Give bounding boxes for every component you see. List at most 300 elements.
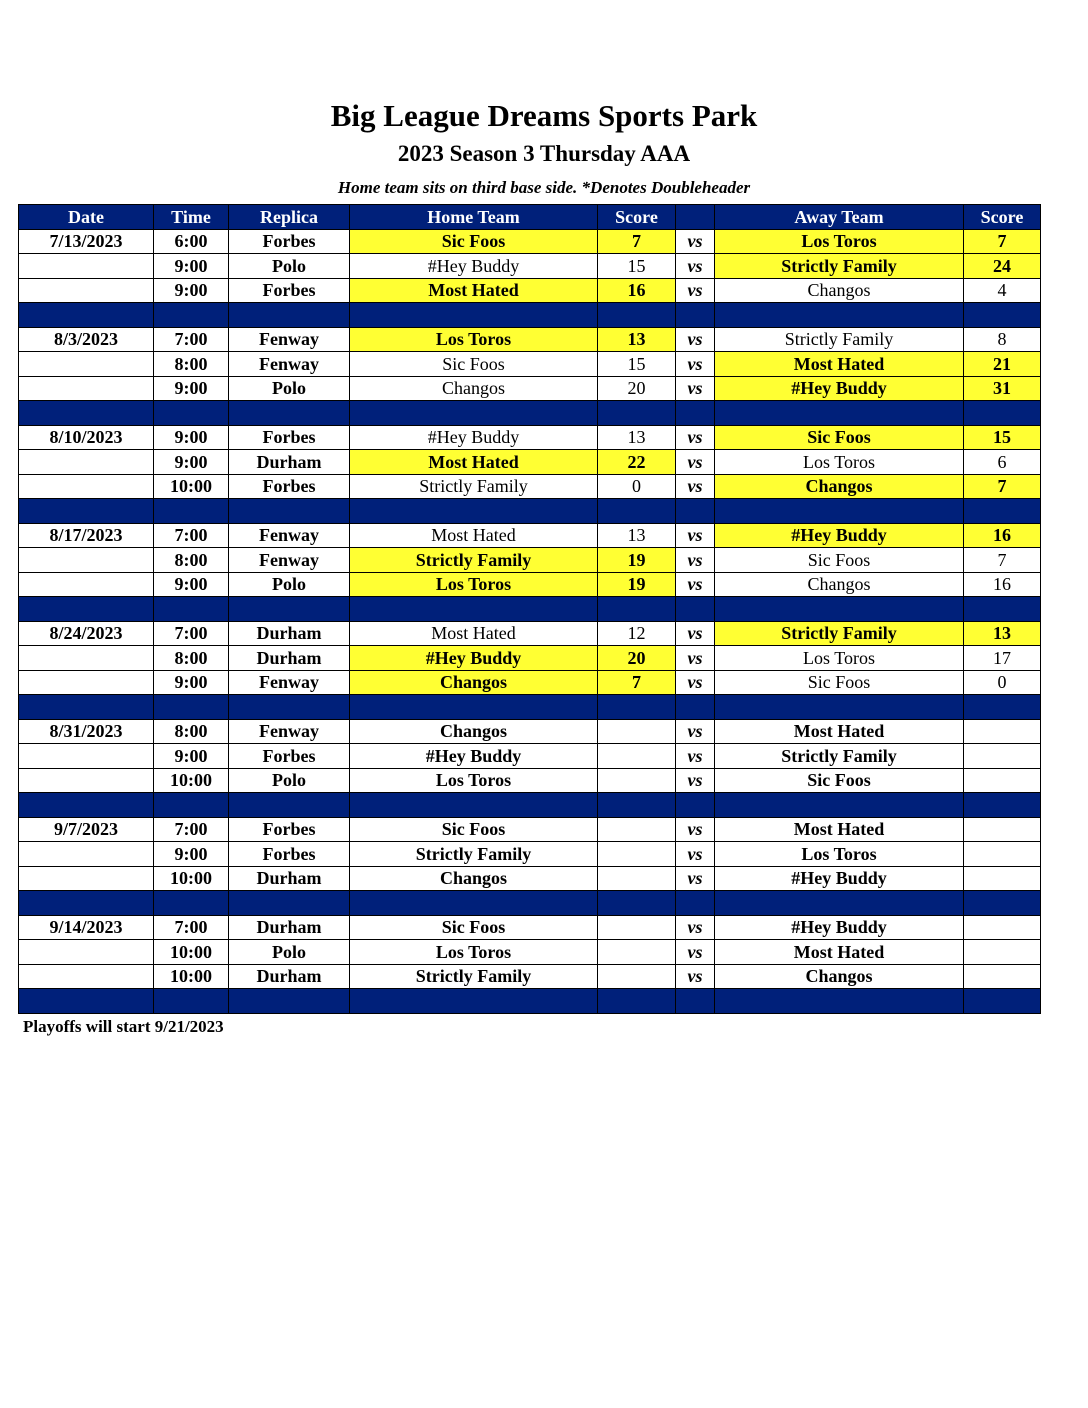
table-row <box>19 719 1041 744</box>
home-score-cell <box>598 915 676 940</box>
away-score-cell: 7 <box>964 548 1041 573</box>
separator-cell <box>229 695 350 720</box>
away-team-cell: Los Toros <box>715 842 964 867</box>
date-cell <box>19 278 154 303</box>
separator-cell <box>715 989 964 1014</box>
time-cell: 9:00 <box>154 278 229 303</box>
separator-cell <box>154 695 229 720</box>
home-score-cell <box>598 964 676 989</box>
date-cell <box>19 450 154 475</box>
home-team-cell: Strictly Family <box>350 474 598 499</box>
away-team-cell: Sic Foos <box>715 768 964 793</box>
home-score-cell: 7 <box>598 670 676 695</box>
date-cell <box>19 842 154 867</box>
away-score-cell: 15 <box>964 425 1041 450</box>
separator-cell <box>676 793 715 818</box>
home-team-cell: Strictly Family <box>350 548 598 573</box>
away-score-cell <box>964 768 1041 793</box>
home-score-cell: 12 <box>598 621 676 646</box>
home-score-cell: 20 <box>598 376 676 401</box>
home-team-cell: Strictly Family <box>350 842 598 867</box>
separator-cell <box>676 695 715 720</box>
away-score-cell: 7 <box>964 474 1041 499</box>
vs-cell: vs <box>676 744 715 769</box>
away-score-cell: 0 <box>964 670 1041 695</box>
date-cell <box>19 572 154 597</box>
table-row <box>19 376 1041 401</box>
separator-cell <box>676 989 715 1014</box>
separator-cell <box>964 597 1041 622</box>
separator-cell <box>154 891 229 916</box>
separator-cell <box>350 793 598 818</box>
date-cell <box>19 964 154 989</box>
separator-cell <box>154 499 229 524</box>
vs-cell: vs <box>676 719 715 744</box>
separator-cell <box>154 401 229 426</box>
separator-cell <box>350 401 598 426</box>
time-cell: 9:00 <box>154 376 229 401</box>
vs-cell: vs <box>676 229 715 254</box>
separator-cell <box>229 891 350 916</box>
home-score-cell <box>598 940 676 965</box>
date-cell <box>19 376 154 401</box>
separator-cell <box>154 793 229 818</box>
separator-cell <box>229 499 350 524</box>
separator-cell <box>229 989 350 1014</box>
away-team-cell: Changos <box>715 474 964 499</box>
playoffs-note: Playoffs will start 9/21/2023 <box>23 1017 224 1036</box>
vs-cell: vs <box>676 327 715 352</box>
separator-row <box>19 793 1041 818</box>
vs-cell: vs <box>676 621 715 646</box>
field-cell: Fenway <box>229 719 350 744</box>
table-row <box>19 229 1041 254</box>
home-team-cell: Sic Foos <box>350 229 598 254</box>
schedule-body <box>19 229 1041 1013</box>
separator-cell <box>964 401 1041 426</box>
table-header-row <box>19 205 1041 230</box>
separator-cell <box>715 401 964 426</box>
field-cell: Durham <box>229 964 350 989</box>
col-header-time: Time <box>154 205 229 230</box>
date-cell <box>19 352 154 377</box>
separator-row <box>19 695 1041 720</box>
separator-cell <box>19 597 154 622</box>
home-team-cell: #Hey Buddy <box>350 646 598 671</box>
home-score-cell: 7 <box>598 229 676 254</box>
separator-cell <box>154 989 229 1014</box>
separator-cell <box>229 401 350 426</box>
vs-cell: vs <box>676 425 715 450</box>
away-team-cell: Strictly Family <box>715 621 964 646</box>
separator-cell <box>676 401 715 426</box>
away-team-cell: Strictly Family <box>715 327 964 352</box>
field-cell: Forbes <box>229 278 350 303</box>
field-cell: Polo <box>229 572 350 597</box>
away-team-cell: #Hey Buddy <box>715 915 964 940</box>
away-score-cell: 13 <box>964 621 1041 646</box>
home-score-cell <box>598 719 676 744</box>
col-header-vs <box>676 205 715 230</box>
away-team-cell: Strictly Family <box>715 744 964 769</box>
home-team-cell: Sic Foos <box>350 817 598 842</box>
table-row <box>19 548 1041 573</box>
time-cell: 8:00 <box>154 548 229 573</box>
col-header-replica: Replica <box>229 205 350 230</box>
vs-cell: vs <box>676 523 715 548</box>
separator-cell <box>676 499 715 524</box>
separator-cell <box>598 401 676 426</box>
separator-cell <box>715 303 964 328</box>
table-row <box>19 278 1041 303</box>
home-score-cell <box>598 842 676 867</box>
table-row <box>19 621 1041 646</box>
away-score-cell <box>964 842 1041 867</box>
time-cell: 9:00 <box>154 670 229 695</box>
vs-cell: vs <box>676 278 715 303</box>
away-team-cell: #Hey Buddy <box>715 376 964 401</box>
away-score-cell: 17 <box>964 646 1041 671</box>
table-row <box>19 254 1041 279</box>
home-score-cell: 20 <box>598 646 676 671</box>
date-cell: 8/3/2023 <box>19 327 154 352</box>
col-header-home-team: Home Team <box>350 205 598 230</box>
home-score-cell: 19 <box>598 572 676 597</box>
time-cell: 6:00 <box>154 229 229 254</box>
home-team-cell: Most Hated <box>350 621 598 646</box>
separator-cell <box>598 891 676 916</box>
schedule-table <box>18 204 1041 1014</box>
away-score-cell <box>964 744 1041 769</box>
vs-cell: vs <box>676 548 715 573</box>
schedule-note: Home team sits on third base side. *Denotes Doubleheader <box>337 178 751 197</box>
field-cell: Fenway <box>229 327 350 352</box>
table-row <box>19 866 1041 891</box>
table-row <box>19 817 1041 842</box>
col-header-date: Date <box>19 205 154 230</box>
separator-cell <box>598 989 676 1014</box>
time-cell: 7:00 <box>154 915 229 940</box>
home-team-cell: Los Toros <box>350 940 598 965</box>
home-score-cell <box>598 744 676 769</box>
separator-cell <box>598 695 676 720</box>
separator-cell <box>19 989 154 1014</box>
vs-cell: vs <box>676 376 715 401</box>
date-cell: 8/31/2023 <box>19 719 154 744</box>
home-score-cell: 13 <box>598 425 676 450</box>
vs-cell: vs <box>676 940 715 965</box>
table-row <box>19 744 1041 769</box>
home-team-cell: Changos <box>350 376 598 401</box>
home-score-cell: 22 <box>598 450 676 475</box>
table-row <box>19 352 1041 377</box>
home-team-cell: Los Toros <box>350 327 598 352</box>
separator-cell <box>350 891 598 916</box>
table-row <box>19 523 1041 548</box>
separator-cell <box>715 499 964 524</box>
table-row <box>19 964 1041 989</box>
date-cell: 8/24/2023 <box>19 621 154 646</box>
vs-cell: vs <box>676 817 715 842</box>
time-cell: 9:00 <box>154 425 229 450</box>
away-score-cell: 24 <box>964 254 1041 279</box>
away-score-cell: 8 <box>964 327 1041 352</box>
time-cell: 7:00 <box>154 523 229 548</box>
field-cell: Durham <box>229 866 350 891</box>
home-team-cell: Los Toros <box>350 572 598 597</box>
away-score-cell: 16 <box>964 572 1041 597</box>
away-score-cell <box>964 866 1041 891</box>
away-score-cell <box>964 964 1041 989</box>
field-cell: Forbes <box>229 744 350 769</box>
table-row <box>19 842 1041 867</box>
time-cell: 10:00 <box>154 964 229 989</box>
time-cell: 9:00 <box>154 572 229 597</box>
table-row <box>19 768 1041 793</box>
separator-cell <box>229 793 350 818</box>
separator-cell <box>964 891 1041 916</box>
separator-row <box>19 499 1041 524</box>
home-score-cell: 16 <box>598 278 676 303</box>
field-cell: Fenway <box>229 523 350 548</box>
date-cell <box>19 940 154 965</box>
time-cell: 7:00 <box>154 327 229 352</box>
field-cell: Polo <box>229 376 350 401</box>
home-score-cell <box>598 768 676 793</box>
table-row <box>19 474 1041 499</box>
vs-cell: vs <box>676 254 715 279</box>
vs-cell: vs <box>676 450 715 475</box>
separator-cell <box>229 303 350 328</box>
separator-row <box>19 597 1041 622</box>
field-cell: Polo <box>229 940 350 965</box>
date-cell: 8/17/2023 <box>19 523 154 548</box>
date-cell: 9/14/2023 <box>19 915 154 940</box>
date-cell <box>19 866 154 891</box>
date-cell <box>19 548 154 573</box>
time-cell: 9:00 <box>154 842 229 867</box>
date-cell <box>19 254 154 279</box>
separator-cell <box>676 597 715 622</box>
page-subtitle: 2023 Season 3 Thursday AAA <box>397 141 691 166</box>
date-cell <box>19 646 154 671</box>
table-row <box>19 670 1041 695</box>
time-cell: 10:00 <box>154 940 229 965</box>
separator-cell <box>676 303 715 328</box>
field-cell: Polo <box>229 768 350 793</box>
home-team-cell: #Hey Buddy <box>350 425 598 450</box>
field-cell: Polo <box>229 254 350 279</box>
separator-cell <box>19 401 154 426</box>
time-cell: 10:00 <box>154 768 229 793</box>
date-cell: 8/10/2023 <box>19 425 154 450</box>
home-score-cell: 15 <box>598 254 676 279</box>
separator-cell <box>598 793 676 818</box>
field-cell: Durham <box>229 450 350 475</box>
away-team-cell: Los Toros <box>715 646 964 671</box>
away-team-cell: Sic Foos <box>715 425 964 450</box>
field-cell: Durham <box>229 646 350 671</box>
table-row <box>19 646 1041 671</box>
time-cell: 8:00 <box>154 646 229 671</box>
time-cell: 8:00 <box>154 719 229 744</box>
away-team-cell: #Hey Buddy <box>715 866 964 891</box>
separator-cell <box>715 597 964 622</box>
vs-cell: vs <box>676 474 715 499</box>
col-header-away-score: Score <box>964 205 1041 230</box>
vs-cell: vs <box>676 866 715 891</box>
home-score-cell: 13 <box>598 523 676 548</box>
away-team-cell: #Hey Buddy <box>715 523 964 548</box>
away-team-cell: Most Hated <box>715 940 964 965</box>
field-cell: Forbes <box>229 817 350 842</box>
separator-cell <box>229 597 350 622</box>
away-team-cell: Changos <box>715 278 964 303</box>
separator-cell <box>715 695 964 720</box>
home-team-cell: Changos <box>350 719 598 744</box>
vs-cell: vs <box>676 670 715 695</box>
vs-cell: vs <box>676 964 715 989</box>
date-cell: 7/13/2023 <box>19 229 154 254</box>
time-cell: 9:00 <box>154 450 229 475</box>
separator-row <box>19 989 1041 1014</box>
home-team-cell: Changos <box>350 670 598 695</box>
away-team-cell: Los Toros <box>715 450 964 475</box>
field-cell: Forbes <box>229 842 350 867</box>
home-team-cell: #Hey Buddy <box>350 254 598 279</box>
date-cell <box>19 744 154 769</box>
home-score-cell <box>598 866 676 891</box>
away-team-cell: Sic Foos <box>715 548 964 573</box>
time-cell: 7:00 <box>154 621 229 646</box>
away-score-cell: 6 <box>964 450 1041 475</box>
away-score-cell <box>964 719 1041 744</box>
away-team-cell: Most Hated <box>715 719 964 744</box>
date-cell <box>19 768 154 793</box>
time-cell: 9:00 <box>154 744 229 769</box>
table-row <box>19 425 1041 450</box>
home-team-cell: Strictly Family <box>350 964 598 989</box>
home-score-cell: 19 <box>598 548 676 573</box>
away-team-cell: Sic Foos <box>715 670 964 695</box>
separator-cell <box>19 695 154 720</box>
separator-cell <box>19 303 154 328</box>
table-row <box>19 940 1041 965</box>
page-title: Big League Dreams Sports Park <box>330 98 758 133</box>
time-cell: 10:00 <box>154 866 229 891</box>
separator-cell <box>350 695 598 720</box>
home-team-cell: Changos <box>350 866 598 891</box>
away-team-cell: Los Toros <box>715 229 964 254</box>
separator-cell <box>350 597 598 622</box>
home-team-cell: Los Toros <box>350 768 598 793</box>
separator-cell <box>19 499 154 524</box>
table-row <box>19 327 1041 352</box>
vs-cell: vs <box>676 352 715 377</box>
date-cell <box>19 474 154 499</box>
separator-cell <box>19 891 154 916</box>
away-team-cell: Most Hated <box>715 352 964 377</box>
field-cell: Fenway <box>229 352 350 377</box>
separator-cell <box>154 303 229 328</box>
separator-cell <box>715 793 964 818</box>
away-score-cell <box>964 915 1041 940</box>
col-header-home-score: Score <box>598 205 676 230</box>
home-team-cell: Most Hated <box>350 523 598 548</box>
away-team-cell: Strictly Family <box>715 254 964 279</box>
table-row <box>19 572 1041 597</box>
field-cell: Forbes <box>229 229 350 254</box>
home-score-cell <box>598 817 676 842</box>
separator-cell <box>19 793 154 818</box>
separator-cell <box>964 499 1041 524</box>
home-score-cell: 15 <box>598 352 676 377</box>
separator-cell <box>715 891 964 916</box>
separator-cell <box>598 303 676 328</box>
separator-row <box>19 303 1041 328</box>
away-team-cell: Changos <box>715 964 964 989</box>
separator-cell <box>350 989 598 1014</box>
vs-cell: vs <box>676 842 715 867</box>
time-cell: 8:00 <box>154 352 229 377</box>
separator-cell <box>350 499 598 524</box>
away-team-cell: Changos <box>715 572 964 597</box>
home-team-cell: Sic Foos <box>350 352 598 377</box>
table-row <box>19 915 1041 940</box>
col-header-away-team: Away Team <box>715 205 964 230</box>
separator-row <box>19 891 1041 916</box>
separator-row <box>19 401 1041 426</box>
separator-cell <box>676 891 715 916</box>
field-cell: Durham <box>229 915 350 940</box>
time-cell: 10:00 <box>154 474 229 499</box>
home-score-cell: 13 <box>598 327 676 352</box>
field-cell: Fenway <box>229 548 350 573</box>
field-cell: Durham <box>229 621 350 646</box>
vs-cell: vs <box>676 768 715 793</box>
time-cell: 7:00 <box>154 817 229 842</box>
home-team-cell: Most Hated <box>350 450 598 475</box>
home-team-cell: Sic Foos <box>350 915 598 940</box>
separator-cell <box>964 303 1041 328</box>
separator-cell <box>964 989 1041 1014</box>
field-cell: Forbes <box>229 474 350 499</box>
field-cell: Forbes <box>229 425 350 450</box>
away-score-cell: 7 <box>964 229 1041 254</box>
separator-cell <box>598 597 676 622</box>
separator-cell <box>598 499 676 524</box>
away-score-cell: 21 <box>964 352 1041 377</box>
away-score-cell <box>964 817 1041 842</box>
away-score-cell: 31 <box>964 376 1041 401</box>
field-cell: Fenway <box>229 670 350 695</box>
home-team-cell: #Hey Buddy <box>350 744 598 769</box>
separator-cell <box>964 793 1041 818</box>
vs-cell: vs <box>676 915 715 940</box>
away-team-cell: Most Hated <box>715 817 964 842</box>
home-team-cell: Most Hated <box>350 278 598 303</box>
away-score-cell <box>964 940 1041 965</box>
date-cell <box>19 670 154 695</box>
home-score-cell: 0 <box>598 474 676 499</box>
separator-cell <box>350 303 598 328</box>
time-cell: 9:00 <box>154 254 229 279</box>
separator-cell <box>154 597 229 622</box>
separator-cell <box>964 695 1041 720</box>
date-cell: 9/7/2023 <box>19 817 154 842</box>
away-score-cell: 16 <box>964 523 1041 548</box>
away-score-cell: 4 <box>964 278 1041 303</box>
